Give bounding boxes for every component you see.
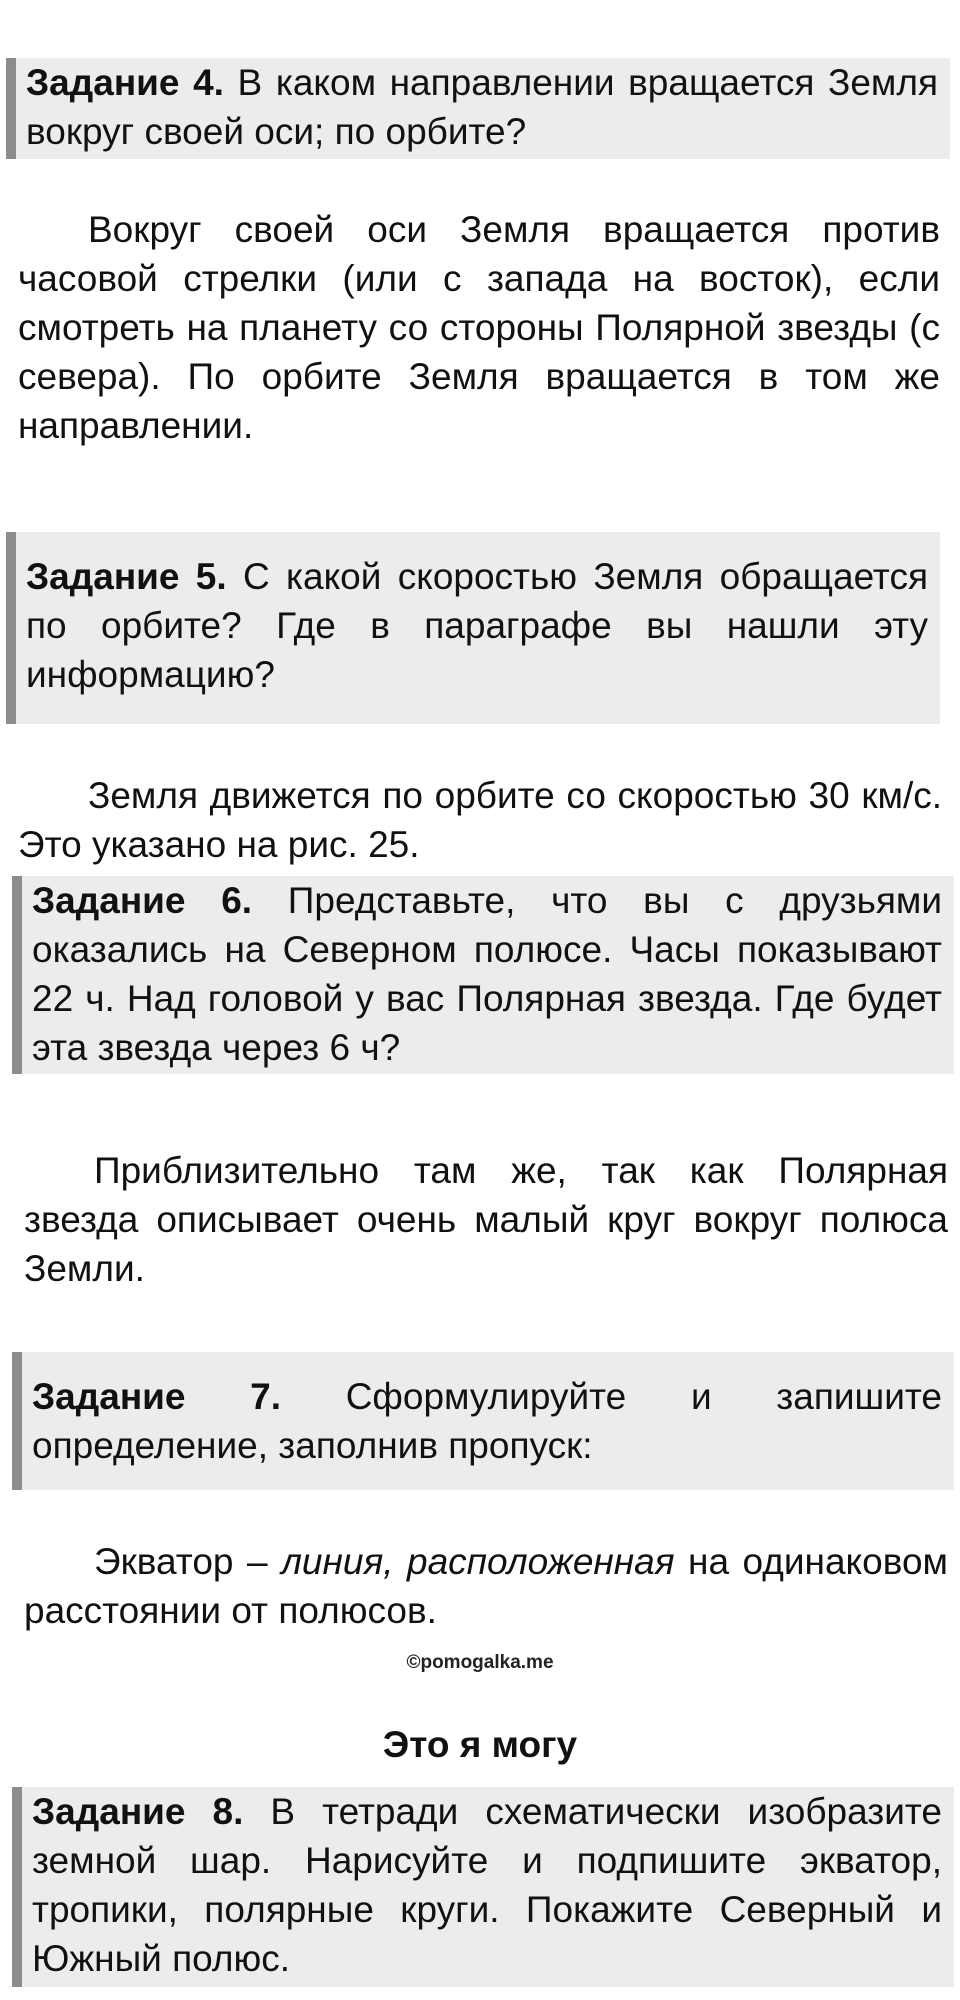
task-7-answer-text-2: на одинаковом расстоянии от полюсов. xyxy=(24,1541,948,1631)
task-6-text: Представьте, что вы с друзьями оказались на Северном полюсе. Часы показывают 22 ч. Над головой у вас Полярная звезда. Где будет эта звезда через 6 ч? xyxy=(32,880,942,1068)
task-5-prompt xyxy=(6,532,940,724)
task-4-answer xyxy=(18,205,940,450)
task-5-answer xyxy=(18,771,942,869)
task-6-prompt xyxy=(12,876,954,1074)
task-7-answer-text-1: Экватор – xyxy=(94,1541,282,1582)
task-6-label: Задание 6. xyxy=(32,880,253,921)
task-7-text: Сформулируйте и запишите определение, заполнив пропуск: xyxy=(32,1376,942,1466)
task-7-answer-italic: линия, расположенная xyxy=(281,1541,675,1582)
task-6-answer xyxy=(24,1146,948,1293)
task-7-prompt xyxy=(12,1352,954,1490)
task-4-prompt xyxy=(6,58,950,159)
task-4-text: В каком направлении вращается Земля вокруг своей оси; по орбите? xyxy=(26,62,938,152)
task-7-label: Задание 7. xyxy=(32,1376,282,1417)
task-7-answer xyxy=(24,1537,948,1635)
task-5-text: С какой скоростью Земля обращается по орбите? Где в параграфе вы нашли эту информацию? xyxy=(26,556,928,695)
task-4-answer-text: Вокруг своей оси Земля вращается против часовой стрелки (или с запада на восток), если смотреть на планету со стороны Полярной звезды (с севера). По орбите Земля вращается в том же направлении. xyxy=(18,209,940,446)
task-5-answer-text: Земля движется по орбите со скоростью 30 км/с. Это указано на рис. 25. xyxy=(18,775,942,865)
task-4-label: Задание 4. xyxy=(26,62,224,103)
task-8-label: Задание 8. xyxy=(32,1791,244,1832)
section-title: Это я могу xyxy=(382,1724,578,1765)
task-5-label: Задание 5. xyxy=(26,556,227,597)
watermark: ©pomogalka.me xyxy=(406,1652,554,1673)
task-6-answer-text: Приблизительно там же, так как Полярная звезда описывает очень малый круг вокруг полюса Земли. xyxy=(24,1150,948,1289)
task-8-prompt xyxy=(12,1787,954,1987)
task-8-text: В тетради схематически изобразите земной шар. Нарисуйте и подпишите экватор, тропики, полярные круги. Покажите Северный и Южный полюс. xyxy=(32,1791,942,1979)
